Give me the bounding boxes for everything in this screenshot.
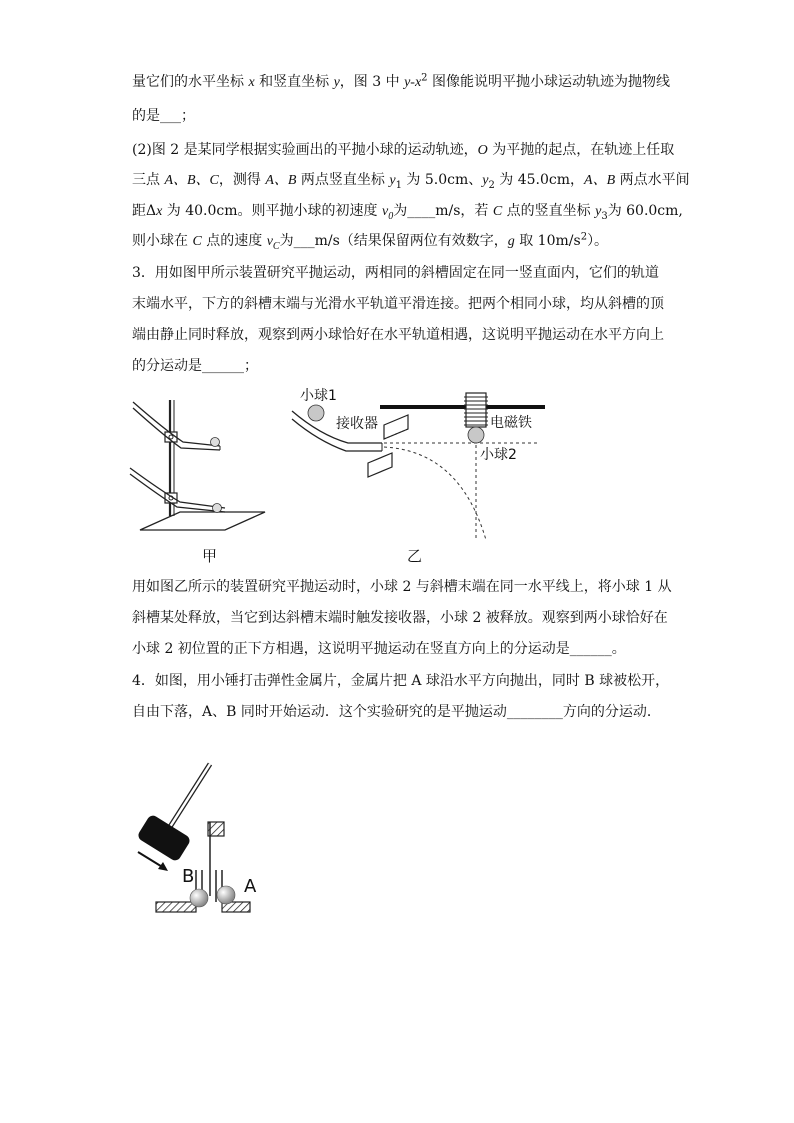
q2-line2: 的是___；: [132, 108, 195, 124]
figure-jia-apparatus: [125, 390, 275, 540]
q2-line1: 量它们的水平坐标 x 和竖直坐标 y，图 3 中 $y-x^2$ 图像能说明平抛小球运动轨迹为抛物线: [132, 72, 670, 90]
q3-line7: 小球 2 初位置的正下方相遇，这说明平抛运动在竖直方向上的分运动是______。: [132, 641, 626, 657]
q2-part2-line4: 则小球在 C 点的速度 $v_C$为___m/s（结果保留两位有效数字，g 取 $10m/s^2$）。: [132, 231, 609, 252]
q2-part2-line2: 三点 A、B、C，测得 A、B 两点竖直坐标 $y_1$ 为 5.0cm、$y_2$ 为 45.0cm，A、B 两点水平间: [132, 172, 690, 191]
label-magnet: 电磁铁: [490, 415, 532, 431]
label-ball2: 小球2: [480, 447, 517, 463]
q3-line5: 用如图乙所示的装置研究平抛运动时，小球 2 与斜槽末端在同一水平线上，将小球 1 从: [132, 579, 672, 595]
label-ball1: 小球1: [300, 388, 337, 404]
q2-part2-line3: 距Δx 为 40.0cm。则平抛小球的初速度 $v_0$为____m/s，若 C 点的竖直坐标 $y_3$为 60.0cm,: [132, 203, 683, 222]
q3-line4: 的分运动是______；: [132, 358, 258, 374]
q4-line1: 4．如图，用小锤打击弹性金属片，金属片把 A 球沿水平方向抛出，同时 B 球被松开，: [132, 673, 670, 689]
q4-line2: 自由下落，A、B 同时开始运动．这个实验研究的是平抛运动________方向的分运动．: [132, 704, 661, 720]
q3-line1: 3．用如图甲所示装置研究平抛运动，两相同的斜槽固定在同一竖直面内，它们的轨道: [132, 265, 659, 281]
label-receiver: 接收器: [336, 416, 378, 432]
q3-line6: 斜槽某处释放，当它到达斜槽末端时触发接收器，小球 2 被释放。观察到两小球恰好在: [132, 610, 668, 626]
figure-jia-caption: 甲: [202, 547, 218, 565]
q3-line2: 末端水平，下方的斜槽末端与光滑水平轨道平滑连接。把两个相同小球，均从斜槽的顶: [132, 296, 664, 312]
label-ball-b: B: [182, 866, 195, 887]
figure-yi-apparatus: [290, 385, 550, 545]
label-ball-a: A: [244, 876, 257, 897]
q3-line3: 端由静止同时释放，观察到两小球恰好在水平轨道相遇，这说明平抛运动在水平方向上: [132, 327, 664, 343]
q2-part2-line1: (2)图 2 是某同学根据实验画出的平抛小球的运动轨迹，O 为平抛的起点，在轨迹上任取: [132, 142, 675, 158]
figure-hammer-apparatus: [130, 760, 280, 920]
figure-yi-caption: 乙: [407, 547, 423, 565]
